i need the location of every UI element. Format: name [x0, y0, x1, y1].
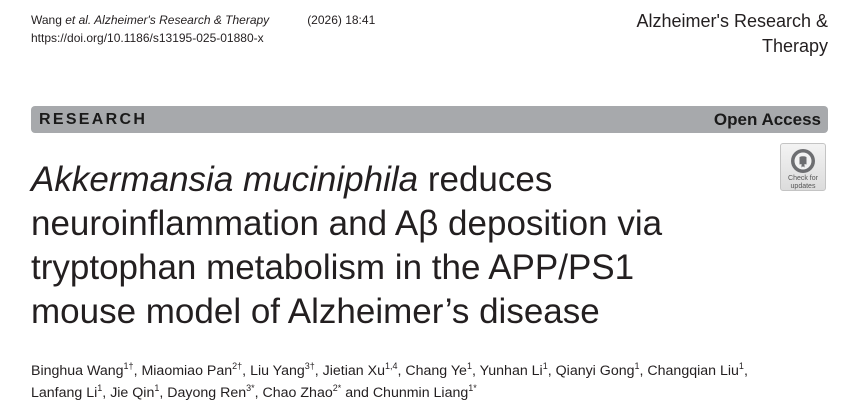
author-separator: , — [133, 363, 142, 379]
title-line-1 — [31, 160, 552, 199]
article-type-banner — [31, 106, 828, 133]
check-for-updates-label-line2: updates — [790, 183, 816, 190]
author-affiliation: 1 — [97, 383, 103, 393]
check-for-updates-icon — [790, 148, 816, 174]
author-name: Liu Yang — [250, 363, 305, 379]
author-separator: , — [743, 363, 748, 379]
author-name: Chang Ye — [405, 363, 467, 379]
author-affiliation: 1 — [738, 361, 744, 371]
author-name: Jie Qin — [110, 385, 155, 401]
title-line-3: tryptophan metabolism in the APP/PS1 — [31, 248, 635, 287]
check-for-updates-label-line1: Check for — [788, 175, 818, 182]
author-name: Binghua Wang — [31, 363, 124, 379]
author-line-1 — [31, 360, 831, 382]
author-affiliation: 1 — [634, 361, 640, 371]
author-name: Yunhan Li — [479, 363, 543, 379]
author-affiliation: 1 — [466, 361, 472, 371]
journal-name-line2: Therapy — [761, 36, 828, 56]
title-line1-rest: reduces — [418, 160, 553, 199]
author-separator: , — [159, 385, 168, 401]
title-species: Akkermansia muciniphila — [31, 160, 419, 199]
author-separator: and — [341, 385, 373, 401]
author-separator: , — [314, 363, 323, 379]
author-name: Chao Zhao — [262, 385, 333, 401]
author-affiliation: 1 — [542, 361, 548, 371]
author-affiliation: 2† — [232, 361, 243, 371]
author-affiliation: 1† — [123, 361, 134, 371]
open-access-label: Open Access — [713, 109, 821, 129]
citation-line — [31, 11, 375, 29]
author-line-2 — [31, 382, 831, 404]
citation-block — [31, 11, 375, 47]
author-separator: , — [242, 363, 251, 379]
author-name: Lanfang Li — [31, 385, 98, 401]
author-name: Qianyi Gong — [555, 363, 635, 379]
article-title — [31, 158, 751, 334]
author-affiliation: 2* — [332, 383, 342, 393]
title-line-2: neuroinflammation and Aβ deposition via — [31, 204, 663, 243]
author-separator: , — [254, 385, 263, 401]
author-separator: , — [639, 363, 648, 379]
author-affiliation: 3* — [246, 383, 255, 393]
title-line-4: mouse model of Alzheimer’s disease — [31, 292, 600, 331]
author-list — [31, 360, 831, 404]
citation-year: (2026) 18:41 — [307, 13, 376, 27]
journal-name — [568, 9, 828, 59]
journal-name-line1: Alzheimer's Research & — [636, 11, 828, 31]
author-separator: , — [471, 363, 480, 379]
author-affiliation: 3† — [304, 361, 315, 371]
author-name: Miaomiao Pan — [141, 363, 233, 379]
check-for-updates-label — [781, 175, 825, 191]
doi-link[interactable]: https://doi.org/10.1186/s13195-025-01880-x — [31, 31, 264, 45]
author-separator: , — [102, 385, 111, 401]
article-type-label: RESEARCH — [39, 110, 148, 128]
check-for-updates-button[interactable] — [780, 143, 826, 191]
citation-journal: Alzheimer's Research & Therapy — [91, 13, 270, 27]
author-name: Changqian Liu — [647, 363, 739, 379]
citation-authors: Wang — [31, 13, 66, 27]
author-affiliation: 1* — [468, 383, 477, 393]
author-separator: , — [547, 363, 556, 379]
author-affiliation: 1,4 — [384, 361, 398, 371]
author-affiliation: 1 — [154, 383, 160, 393]
citation-etal: et al. — [65, 13, 92, 27]
author-separator: , — [397, 363, 406, 379]
author-name: Jietian Xu — [322, 363, 385, 379]
author-name: Dayong Ren — [167, 385, 247, 401]
author-name: Chunmin Liang — [372, 385, 469, 401]
